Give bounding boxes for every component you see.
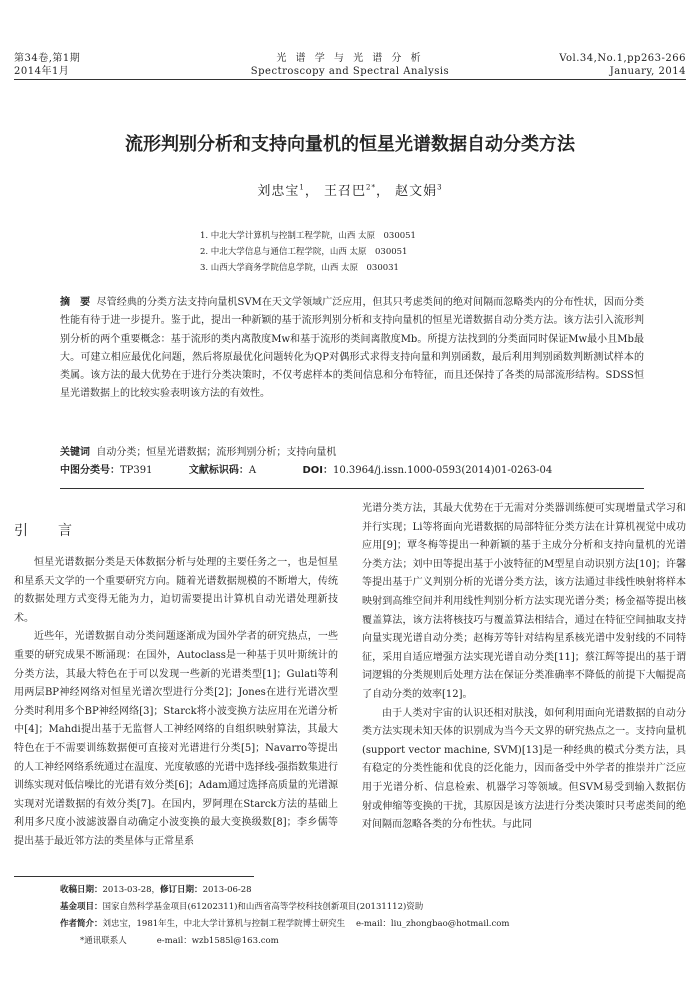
right-column [362,500,686,835]
doi-value: 10.3964/j.issn.1000-0593(2014)01-0263-04 [333,465,553,476]
affiliation-list [200,228,416,276]
author-list: 刘忠宝$^1$， 王召巴$^{2*}$， 赵文娟$^3$ [257,183,443,199]
volume-issue: 第34卷,第1期 [14,53,81,64]
abstract [60,294,644,404]
abstract-text: 尽管经典的分类方法支持向量机SVM在天文学领域广泛应用，但其只考虑类间的绝对间隔而忽略类内的分布性状，因而分类性能有待于进一步提升。鉴于此，提出一种新颖的基于流形判别分析和支持向量机的恒星光谱数据自动分类方法。该方法引入流形判别分析的两个重要概念：基于流形的类内离散度Mw和基于流形的类间离散度Mb。所提方法找到的分类面同时保证Mw最小且Mb最大。可建立相应最优化问题，然后将原最优化问题转化为QP对偶形式求得支持向量和判别函数，最后利用判别函数判断测试样本的类属。该方法的最大优势在于进行分类决策时，不仅考虑样本的类间信息和分布特征，而且还保持了各类的局部流形结构。SDSS恒星光谱数据上的比较实验表明该方法的有效性。 [60,297,645,400]
doi-label: DOI： [302,465,334,476]
corresponding-label: *通讯联系人 [80,936,127,946]
doc-code-label: 文献标识码： [188,465,249,476]
journal-name-en: Spectroscopy and Spectral Analysis [250,66,450,77]
doc-code-value: A [248,465,257,476]
abstract-rule [60,488,644,489]
author-1: 刘忠宝$^1$ [257,183,305,199]
paragraph: 恒星光谱数据分类是天体数据分析与处理的主要任务之一，也是恒星和星系天文学的一个重要研究方向。随着光谱数据规模的不断增大，传统的数据处理方式变得无能为力，迫切需要提出计算机自动光谱处理新技术。 [14,557,338,624]
footnotes: 收稿日期：2013-03-28，修订日期：2013-06-28 基金项目：国家自然科学基金项目(61202311)和山西省高等学校科技创新项目(20131112)资助 作者简介：刘忠宝，1981年生，中北大学计算机与控制工程学院博士研究生 e-mail：liu_zhongbao@hotmail.com *通讯联系人 e-mail：wzb1585l@163.com [60,885,510,946]
journal-name-cn: 光 谱 学 与 光 谱 分 析 [276,53,424,64]
author-email[interactable]: e-mail：liu_zhongbao@hotmail.com [355,919,510,929]
affiliation: 2. 中北大学信息与通信工程学院，山西 太原 030051 [200,247,408,257]
affiliation: 3. 山西大学商务学院信息学院，山西 太原 030031 [200,263,399,273]
header-rule [14,79,686,80]
clc-value: TP391 [120,465,153,476]
fund-text: 国家自然科学基金项目(61202311)和山西省高等学校科技创新项目(20131112)资助 [102,902,424,912]
journal-pages [559,52,686,78]
paragraph: 近些年，光谱数据自动分类问题逐渐成为国外学者的研究热点，一些重要的研究成果不断涌现：在国外，Autoclass是一种基于贝叶斯统计的分类方法，其最大特色在于可以发现一些新的光谱类型[1]；Gulati等利用两层BP神经网络对恒星光谱次型进行分类[2]；Jones在进行光谱次型分类时利用多个BP神经网络[3]；Starck将小波变换方法应用在光谱分析中[4]；Mahdi提出基于无监督人工神经网络的自组织映射算法，其最大特色在于不需要训练数据便可直接对光谱进行分类[5]；Navarro等提出的人工神经网络系统通过在温度、光度敏感的光谱中选择线-强指数集进行训练实现对低信噪比的光谱有效分类[6]；Adam通过选择高质量的光谱源实现对光谱数据的有效分类[7]。在国内，罗阿理在Starck方法的基础上利用多尺度小波滤波器自动确定小波变换的最大变换级数[8]；李乡儒等提出基于最近邻方法的类星体与正常星系 [14,631,338,847]
received-label: 收稿日期： [60,885,103,895]
bio-text: 刘忠宝，1981年生，中北大学计算机与控制工程学院博士研究生 [102,919,346,929]
footnote-rule [14,876,254,877]
left-column [14,554,338,852]
keywords-block [60,444,552,480]
fund-label: 基金项目： [60,902,103,912]
abstract-label: 摘 要 [60,297,91,308]
author-2: 王召巴$^{2*}$ [324,183,376,199]
revised-date: 2013-06-28 [202,885,252,895]
keywords-label: 关键词 [60,447,90,458]
affiliation: 1. 中北大学计算机与控制工程学院，山西 太原 030051 [200,231,416,241]
section-title: 引 言 [14,523,80,539]
issue-date-en: January, 2014 [609,66,686,77]
clc-label: 中图分类号： [60,465,120,476]
corresponding-email[interactable]: e-mail：wzb1585l@163.com [156,936,279,946]
author-3: 赵文娟$^3$ [395,183,443,199]
bio-label: 作者简介： [60,919,103,929]
paper-title: 流形判别分析和支持向量机的恒星光谱数据自动分类方法 [125,134,575,155]
keywords-text: 自动分类；恒星光谱数据；流形判别分析；支持向量机 [96,447,337,458]
revised-label: 修订日期： [160,885,203,895]
vol-pages: Vol.34,No.1,pp263-266 [559,53,686,64]
issue-date-cn: 2014年1月 [14,66,70,77]
received-date: 2013-03-28 [102,885,152,895]
paragraph: 由于人类对宇宙的认识还相对肤浅，如何利用面向光谱数据的自动分类方法实现未知天体的识别成为当今天文界的研究热点之一。支持向量机(support vector machine, SVM)[13]是一种经典的模式分类方法，具有稳定的分类性能和优良的泛化能力，因而备受中外学者的推崇并广泛应用于光谱分析、信息检索、机器学习等领域。但SVM易受到输入数据仿射或伸缩等变换的干扰，其原因是该方法进行分类决策时只考虑类间的绝对间隔而忽略各类的分布性状。与此同 [362,707,686,831]
paragraph: 光谱分类方法，其最大优势在于无需对分类器训练便可实现增量式学习和并行实现；Li等将面向光谱数据的局部特征分类方法在计算机视觉中成功应用[9]；覃冬梅等提出一种新颖的基于主成分分析和支持向量机的光谱分类方法；刘中田等提出基于小波特征的M型星自动识别方法[10]；许馨等提出基于广义判别分析的光谱分类方法，该方法通过非线性映射将样本映射到高维空间并利用线性判别分析方法实现光谱分类；杨金福等提出核覆盖算法，该方法将核技巧与覆盖算法相结合，通过在特征空间抽取支持向量实现光谱自动分类；赵梅芳等针对结构星系核光谱中发射线的不同特征，采用自适应增强方法实现光谱自动分类[11]；蔡江辉等提出的基于谓词逻辑的分类规则后处理方法在保证分类准确率不降低的前提下大幅提高了自动分类的效率[12]。 [362,503,686,700]
